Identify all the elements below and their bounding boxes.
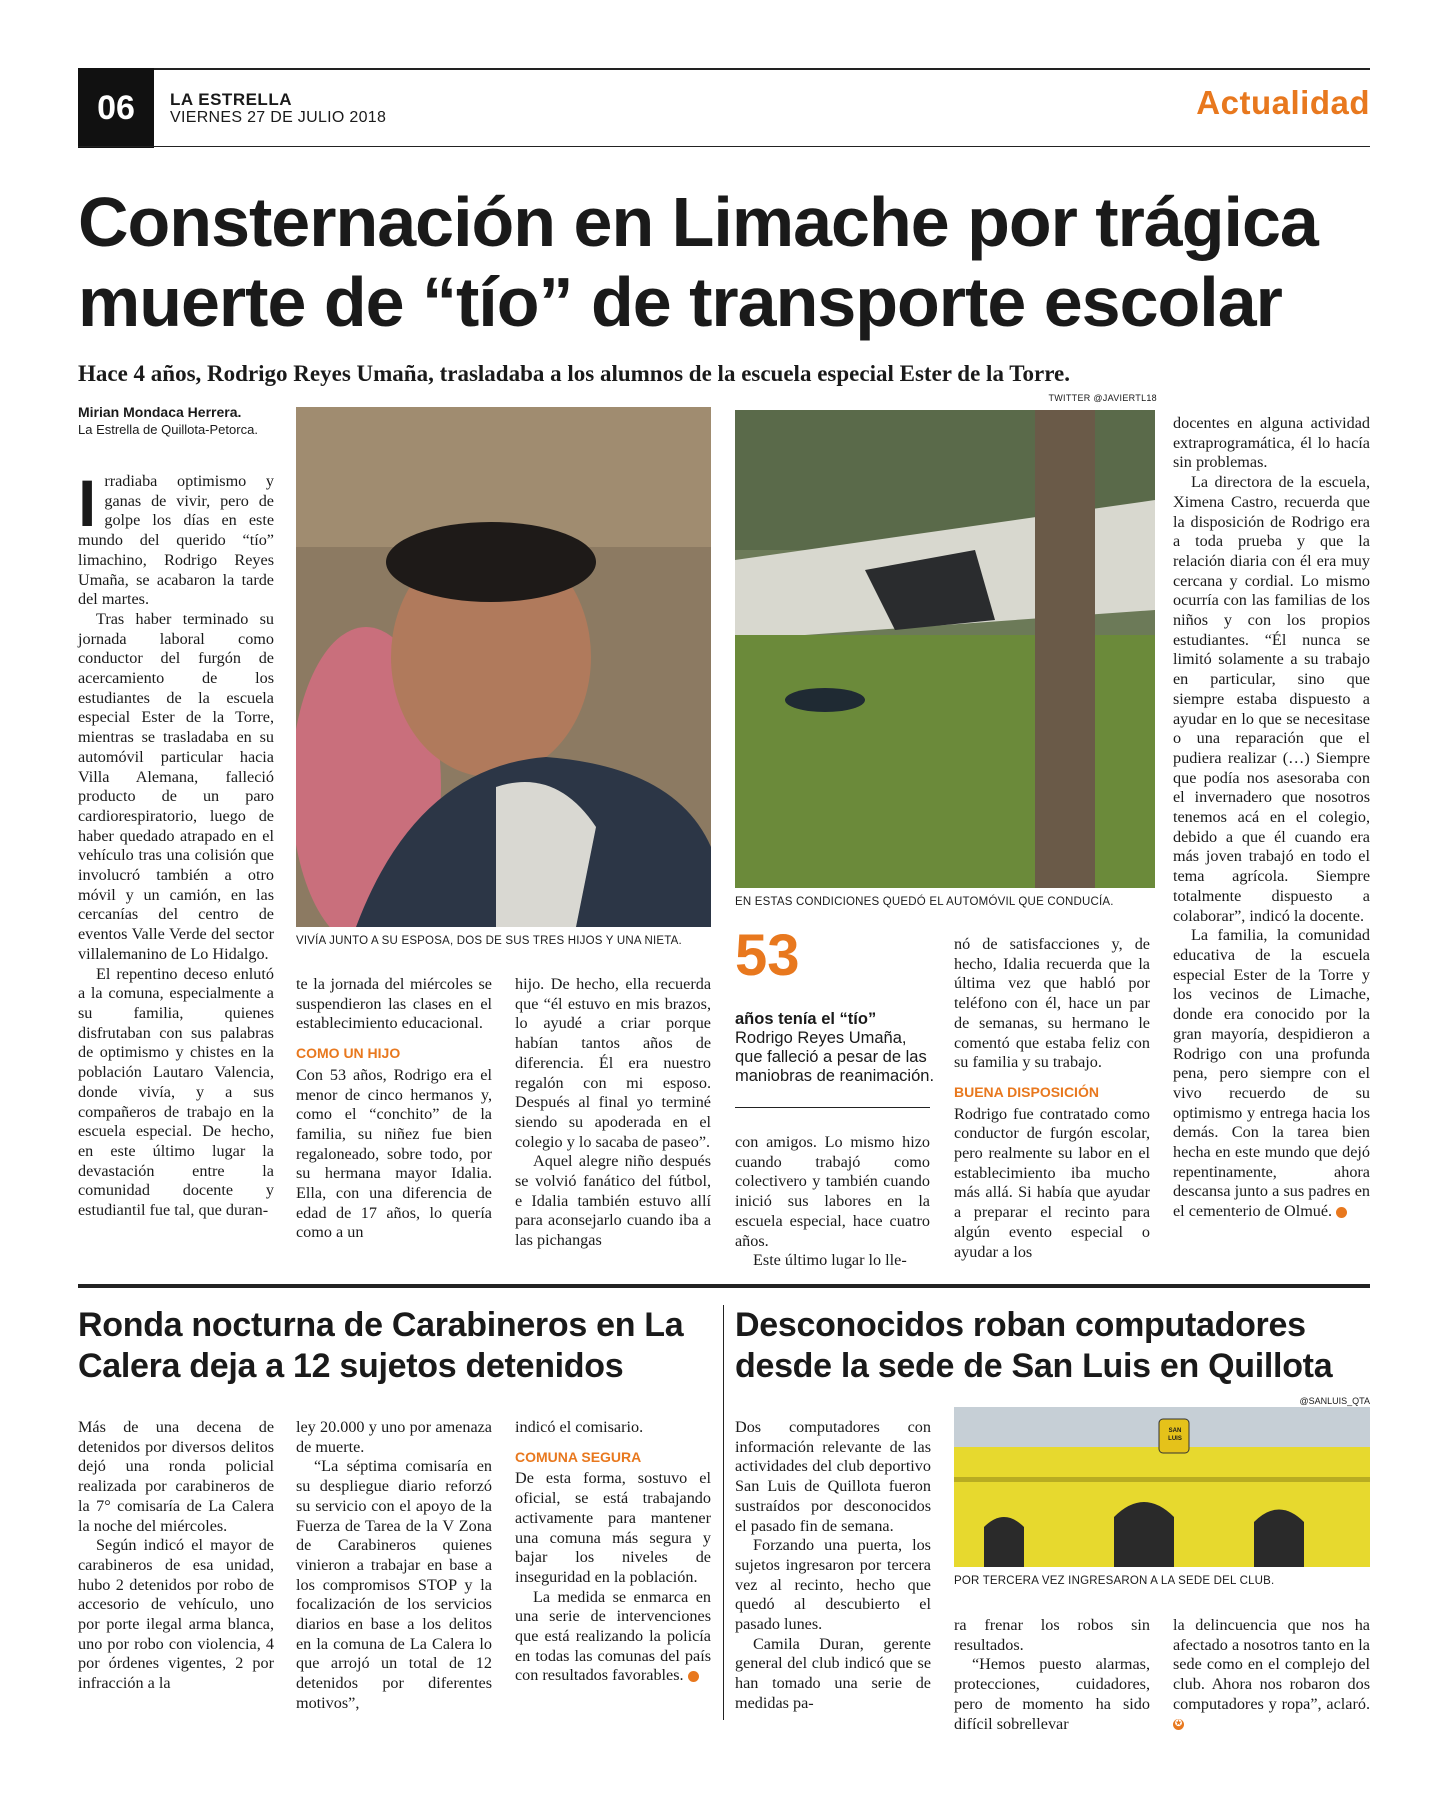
- main-subhead: Hace 4 años, Rodrigo Reyes Umaña, trasladaba a los alumnos de la escuela especial Ester de la Torre.: [78, 361, 1070, 386]
- main-col6-p2: La directora de la escuela, Ximena Castro, recuerda que la disposición de Rodrigo era a toda prueba y que la relación diaria con él era muy cercana y cordial. Lo mismo ocurría con las familias de los niños y con los propios estudiantes. “Él nunca se limitó solamente a su trabajo en particular, sino que siempre estaba dispuesto a ayudar en lo que se necesitase o una reparación que el pudiera realizar (…) Siempre que podía nos asesoraba con el invernadero que nosotros tenemos acá en el colegio, debido a que él cuando era más joven trabajó en todo el tema agrícola. Siempre totalmente dispuesto a colaborar”, indicó la docente.: [1173, 473, 1370, 925]
- story3-col2-p2: “Hemos puesto alarmas, protecciones, cuidadores, pero de momento ha sido difícil sobrellevar: [954, 1655, 1150, 1733]
- photo-sede-badge: SAN LUIS: [1168, 1428, 1182, 1442]
- photo-family-caption: VIVÍA JUNTO A SU ESPOSA, DOS DE SUS TRES HIJOS Y UNA NIETA.: [296, 935, 682, 947]
- main-col1-p1: rradiaba optimismo y ganas de vivir, pero de golpe los días en este mundo del querido “tío” limachino, Rodrigo Reyes Umaña, se acabaron la tarde del martes.: [78, 472, 274, 609]
- main-col3-p2: Aquel alegre niño después se volvió fanático del fútbol, e Idalia también estuvo allí para aconsejarlo cuando iba a las pichangas: [515, 1152, 711, 1250]
- story3-col1-p1: Dos computadores con información relevante de las actividades del club deportivo San Luis de Quillota fueron sustraídos por desconocidos el pasado fin de semana.: [735, 1418, 931, 1535]
- subheading-buena-disposicion: BUENA DISPOSICIÓN: [954, 1083, 1099, 1100]
- main-col1-p2: Tras haber terminado su jornada laboral como conductor del furgón de acercamiento de los estudiantes de la escuela especial Ester de la Torre, mientras se trasladaba en su automóvil particular hacia Villa Alemana, falleció producto de un paro cardiorespiratorio, luego de haber quedado atrapado en el vehículo tras una colisión que involucró también a otro móvil y un camión, en las cercanías del centro de eventos Valle Verde del sector villalemanino de Lo Hidalgo.: [78, 609, 274, 963]
- story2-col-2: [296, 1418, 492, 1714]
- fact-text: [735, 1010, 935, 1086]
- story2-col3-p3-text: La medida se enmarca en una serie de intervenciones que está realizando la policía en todas las comunas del país con resultados favorables.: [515, 1587, 711, 1685]
- fact-rule: [735, 1107, 930, 1108]
- subheading-como-un-hijo: COMO UN HIJO: [296, 1045, 401, 1062]
- story-divider: [723, 1305, 724, 1720]
- paper-date: VIERNES 27 DE JULIO 2018: [170, 109, 387, 126]
- photo-family: [296, 407, 711, 927]
- photo-sede-caption: POR TERCERA VEZ INGRESARON A LA SEDE DEL CLUB.: [954, 1575, 1275, 1587]
- main-col-4: [735, 1133, 930, 1271]
- main-col6-p3-text: La familia, la comunidad educativa de la escuela especial Ester de la Torre y los vecinos de Limache, donde era conocido por la gran mayoría, despidieron a Rodrigo con una profunda pena, pero siempre con el vivo recuerdo de su optimismo y entrega hacia los demás. Con la tarea bien hecha en este mundo que dejó repentinamente, ahora descansa junto a sus padres en el cementerio de Olmué.: [1173, 926, 1370, 1221]
- main-headline-line2: muerte de “tío” de transporte escolar: [78, 263, 1282, 341]
- photo-crash: [735, 410, 1155, 888]
- story3-col3-p1-text: la delincuencia que nos ha afectado a nosotros tanto en la sede como en el complejo del club. Ahora nos robaron dos computadores y ropa”, aclaró.: [1173, 1616, 1370, 1713]
- story3-col1-p3: Camila Duran, gerente general del club indicó que se han tomado una serie de medidas pa-: [735, 1634, 931, 1712]
- story2-col-1: [78, 1418, 274, 1694]
- header-bottom-rule: [78, 146, 1370, 147]
- main-col6-p3: [1173, 926, 1370, 1222]
- main-col2-p2: Con 53 años, Rodrigo era el menor de cinco hermanos y, como el “conchito” de la familia, su niñez fue bien regaloneado, sobre todo, por su hermana mayor Idalia. Ella, con una diferencia de edad de 17 años, lo quería como a un: [296, 1065, 492, 1242]
- end-mark-icon: ✪: [688, 1671, 699, 1682]
- main-col-1: [78, 466, 274, 1221]
- fact-text-rest: Rodrigo Reyes Umaña, que falleció a pesar de las maniobras de reanimación.: [735, 1029, 935, 1085]
- main-col2-p1: te la jornada del miércoles se suspendieron las clases en el establecimiento educacional.: [296, 975, 492, 1033]
- main-col-2: [296, 975, 492, 1243]
- main-col1-p3: El repentino deceso enlutó a la comuna, especialmente a su familia, quienes disfrutaban con sus palabras de optimismo y chistes en la población Lautaro Valencia, donde vivía, y a sus compañeros de trabajo en la escuela especial. De hecho, en este último lugar la devastación entre la comunidad docente y estudiantil fue tal, que duran-: [78, 964, 274, 1220]
- story2-col3-p1: indicó el comisario.: [515, 1418, 644, 1436]
- photo-sede-image: [954, 1407, 1370, 1567]
- photo-sede: [954, 1407, 1370, 1567]
- story2-headline: Ronda nocturna de Carabineros en La Calera deja a 12 sujetos detenidos: [78, 1306, 684, 1385]
- end-mark-icon: ✪: [1336, 1207, 1347, 1218]
- section-name: Actualidad: [1196, 84, 1370, 121]
- story3-col-1: [735, 1418, 931, 1714]
- fact-text-bold: años tenía el “tío”: [735, 1010, 877, 1028]
- header-top-rule: [78, 68, 1370, 70]
- page-number: 06: [78, 68, 154, 148]
- dropcap: I: [78, 466, 97, 540]
- end-mark-icon: ✪: [1174, 1719, 1183, 1730]
- fact-number: 53: [735, 923, 800, 988]
- main-col-6: [1173, 414, 1370, 1222]
- section-divider: [78, 1284, 1370, 1288]
- story2-col-3: [515, 1418, 714, 1686]
- paper-name: LA ESTRELLA: [170, 90, 292, 109]
- story2-col2-p2: “La séptima comisaría en su despliegue diario reforzó su servicio con el apoyo de la Fuerza de Tarea de la V Zona de Carabineros quienes vinieron a trabajar en base a los compromisos STOP y la focalización de los servicios diarios en base a los delitos en la comuna de La Calera lo que arrojó un total de 12 detenidos por diferentes motivos”,: [296, 1457, 492, 1712]
- photo-credit: TWITTER @JAVIERTL18: [1048, 393, 1157, 403]
- photo-crash-caption: EN ESTAS CONDICIONES QUEDÓ EL AUTOMÓVIL QUE CONDUCÍA.: [735, 896, 1114, 908]
- story2-col3-p2: De esta forma, sostuvo el oficial, se está trabajando activamente para mantener una comuna más segura y bajar los niveles de inseguridad en la población.: [515, 1469, 711, 1586]
- author: Mirian Mondaca Herrera.: [78, 404, 242, 420]
- main-col4-p2: Este último lugar lo lle-: [753, 1251, 907, 1270]
- story2-col1-p1: Más de una decena de detenidos por diversos delitos dejó una ronda policial realizada por carabineros de la 7° comisaría de La Calera la noche del miércoles.: [78, 1418, 274, 1535]
- story3-col2-p1: ra frenar los robos sin resultados.: [954, 1616, 1150, 1654]
- outlet: La Estrella de Quillota-Petorca.: [78, 422, 258, 437]
- main-col6-p1: docentes en alguna actividad extraprogramática, él lo hacía sin problemas.: [1173, 414, 1370, 472]
- story2-col2-p1: ley 20.000 y uno por amenaza de muerte.: [296, 1418, 492, 1456]
- main-col3-p1: hijo. De hecho, ella recuerda que “él estuvo en mis brazos, lo ayudé a criar porque habían tantos años de diferencia. Él era nuestro regalón con mi esposo. Después al final yo terminé siendo su apoderada en el colegio y lo sacaba de paseo”.: [515, 975, 711, 1151]
- main-col4-p1: con amigos. Lo mismo hizo cuando trabajó como colectivero y también cuando inició sus labores en la escuela especial, hace cuatro años.: [735, 1133, 930, 1250]
- subheading-comuna-segura: COMUNA SEGURA: [515, 1448, 642, 1465]
- main-col-3: [515, 975, 711, 1251]
- story2-col3-p3: [515, 1587, 714, 1687]
- story3-col1-p2: Forzando una puerta, los sujetos ingresaron por tercera vez al recinto, hecho que quedó al descubierto el pasado lunes.: [735, 1536, 931, 1634]
- story2-col1-p2: Según indicó el mayor de carabineros de esa unidad, hubo 2 detenidos por robo de accesorio de vehículo, uno por porte ilegal arma blanca, uno por robo con violencia, 4 por órdenes vigentes, 2 por infracción a la: [78, 1536, 274, 1693]
- story3-col3-p1: [1173, 1616, 1370, 1734]
- story3-col-2: [954, 1616, 1150, 1734]
- main-headline: [78, 182, 1378, 342]
- story3-col-3: [1173, 1616, 1370, 1734]
- story3-photo-credit: @SANLUIS_QTA: [1299, 1396, 1370, 1406]
- photo-crash-image: [735, 410, 1155, 888]
- main-col5-p1: nó de satisfacciones y, de hecho, Idalia recuerda que la última vez que habló por teléfono con él, hace un par de semanas, su hermano le comentó que estaba feliz con su familia y su trabajo.: [954, 935, 1150, 1072]
- main-col-5: [954, 935, 1150, 1262]
- main-col5-p2: Rodrigo fue contratado como conductor de furgón escolar, pero realmente su labor en el establecimiento iba mucho más allá. Si había que ayudar a preparar el recinto para algún evento especial o ayudar a los: [954, 1104, 1150, 1261]
- photo-family-image: [296, 407, 711, 927]
- main-headline-line1: Consternación en Limache por trágica: [78, 183, 1318, 261]
- story3-headline: Desconocidos roban computadores desde la sede de San Luis en Quillota: [735, 1306, 1333, 1385]
